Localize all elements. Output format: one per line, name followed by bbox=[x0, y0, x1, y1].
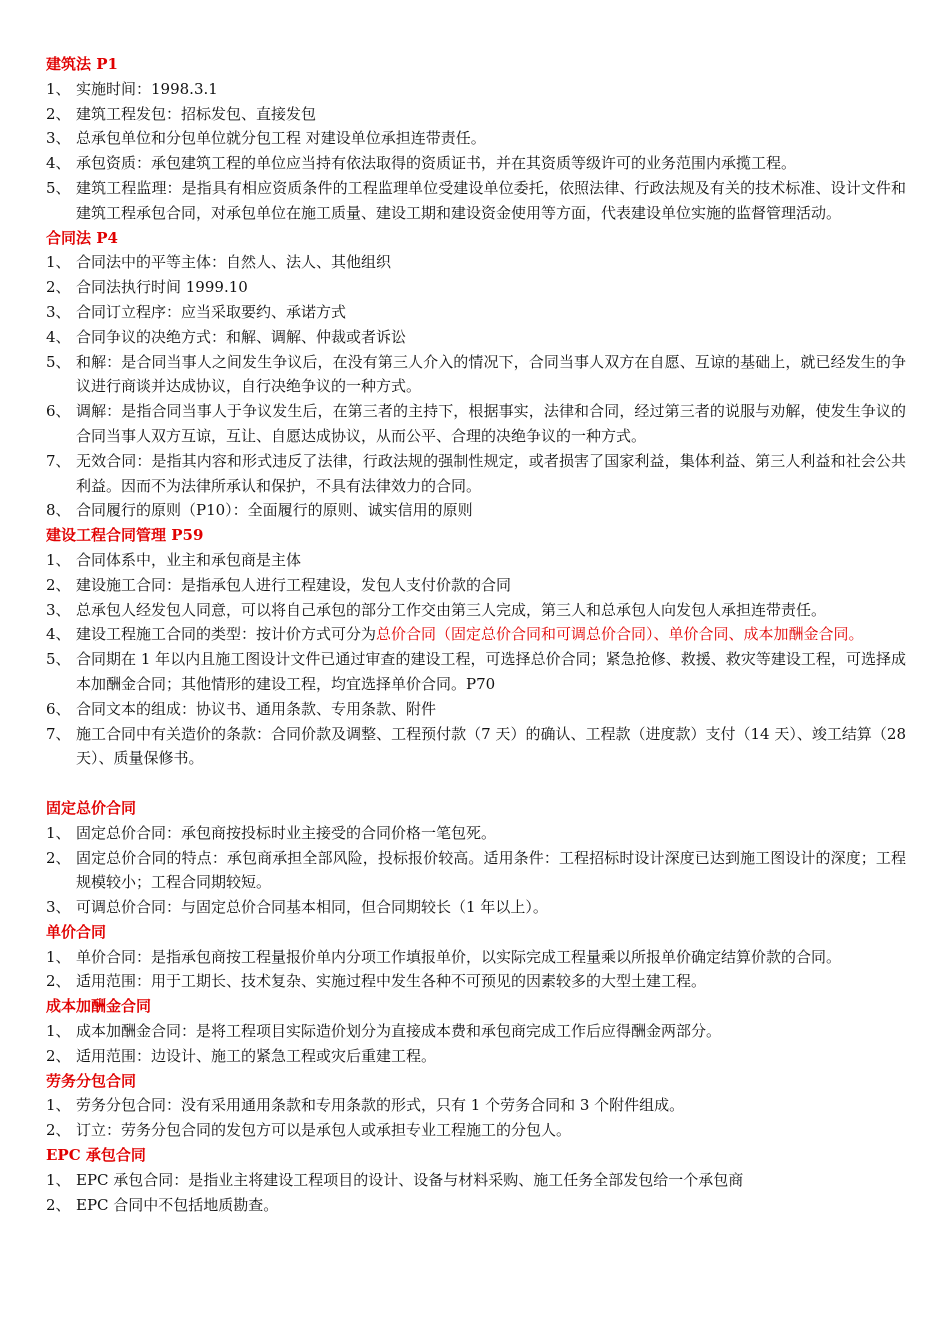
list-item-number: 7、 bbox=[46, 451, 71, 470]
list-item-body: 合同期在 1 年以内且施工图设计文件已通过审查的建设工程，可选择总价合同；紧急抢修、救援、救灾等建设工程，可选择成本加酬金合同；其他情形的建设工程，均宜选择单价合同。P70 bbox=[76, 650, 906, 693]
list-item bbox=[46, 275, 906, 300]
list-item-body: 固定总价合同：承包商按投标时业主接受的合同价格一笔包死。 bbox=[76, 823, 497, 842]
list-item-number: 5、 bbox=[46, 352, 71, 371]
list-item-text bbox=[76, 1118, 906, 1143]
list-item-body: 建设施工合同：是指承包人进行工程建设，发包人支付价款的合同 bbox=[76, 575, 512, 594]
list-item-number: 4、 bbox=[46, 327, 71, 346]
list-item-text bbox=[76, 1093, 906, 1118]
section-heading: 建筑法 P1 bbox=[46, 55, 118, 73]
list-item-text bbox=[76, 449, 906, 499]
list-item-number: 8、 bbox=[46, 501, 71, 520]
list-item-body: 总承包人经发包人同意，可以将自己承包的部分工作交由第三人完成，第三人和总承包人向发包人承担连带责任。 bbox=[76, 600, 827, 619]
list-item bbox=[46, 622, 906, 647]
list-item bbox=[46, 969, 906, 994]
list-item-number: 1、 bbox=[46, 253, 71, 272]
section-heading: 合同法 P4 bbox=[46, 228, 118, 247]
list-item-body: 合同体系中，业主和承包商是主体 bbox=[76, 550, 302, 569]
list-item-text bbox=[76, 350, 906, 400]
list-item bbox=[46, 1118, 906, 1143]
section-heading: 固定总价合同 bbox=[46, 798, 137, 817]
list-item-text bbox=[76, 325, 906, 350]
list-item bbox=[46, 325, 906, 350]
list-item bbox=[46, 300, 906, 325]
list-item bbox=[46, 1044, 906, 1069]
list-item-body: 建设工程施工合同的类型：按计价方式可分为 bbox=[76, 625, 377, 644]
list-item-number: 6、 bbox=[46, 402, 71, 421]
list-item-text bbox=[76, 498, 906, 523]
list-item-text bbox=[76, 399, 906, 449]
list-item-body: 施工合同中有关造价的条款：合同价款及调整、工程预付款（7 天）的确认、工程款（进度款）支付（14 天）、竣工结算（28 天）、质量保修书。 bbox=[76, 724, 906, 768]
list-item-text bbox=[76, 722, 906, 772]
list-item-number: 6、 bbox=[46, 699, 71, 718]
section-heading: 劳务分包合同 bbox=[46, 1071, 137, 1090]
list-item-body: 合同法执行时间 1999.10 bbox=[76, 278, 248, 297]
list-item bbox=[46, 176, 906, 226]
list-item-body: 总承包单位和分包单位就分包工程 对建设单位承担连带责任。 bbox=[76, 129, 486, 148]
list-item-number: 4、 bbox=[46, 625, 71, 644]
list-item-number: 1、 bbox=[46, 550, 71, 569]
list-item-body: 合同订立程序：应当采取要约、承诺方式 bbox=[76, 302, 347, 321]
list-item bbox=[46, 399, 906, 449]
list-item bbox=[46, 350, 906, 400]
list-item-text bbox=[76, 1168, 906, 1193]
list-item-body: 可调总价合同：与固定总价合同基本相同，但合同期较长（1 年以上）。 bbox=[76, 898, 548, 917]
section-heading: EPC 承包合同 bbox=[46, 1146, 146, 1165]
list-item-number: 1、 bbox=[46, 79, 71, 98]
list-item-number: 3、 bbox=[46, 898, 71, 917]
list-item-number: 1、 bbox=[46, 947, 71, 966]
list-item bbox=[46, 647, 906, 697]
list-item-body: 合同履行的原则（P10）：全面履行的原则、诚实信用的原则 bbox=[76, 501, 473, 520]
list-item bbox=[46, 895, 906, 920]
list-item-number: 1、 bbox=[46, 823, 71, 842]
list-item-body: 固定总价合同的特点：承包商承担全部风险，投标报价较高。适用条件：工程招标时设计深度已达到施工图设计的深度；工程规模较小；工程合同期较短。 bbox=[76, 848, 906, 892]
list-item-number: 3、 bbox=[46, 129, 71, 148]
list-item-body: 适用范围：边设计、施工的紧急工程或灾后重建工程。 bbox=[76, 1046, 437, 1065]
section-heading: 成本加酬金合同 bbox=[46, 997, 152, 1016]
list-item-text bbox=[76, 895, 906, 920]
list-item-body: 建筑工程监理：是指具有相应资质条件的工程监理单位受建设单位委托，依照法律、行政法规及有关的技术标准、设计文件和建筑工程承包合同，对承包单位在施工质量、建设工期和建设资金使用等方面，代表建设单位实施的监督管理活动。 bbox=[76, 178, 906, 222]
list-item-body: 成本加酬金合同：是将工程项目实际造价划分为直接成本费和承包商完成工作后应得酬金两部分。 bbox=[76, 1022, 722, 1041]
list-item-number: 1、 bbox=[46, 1022, 71, 1041]
list-item-body: 和解：是合同当事人之间发生争议后，在没有第三人介入的情况下，合同当事人双方在自愿、互谅的基础上，就已经发生的争议进行商谈并达成协议，自行决绝争议的一种方式。 bbox=[76, 352, 906, 396]
list-item-number: 5、 bbox=[46, 178, 71, 197]
list-item-text bbox=[76, 151, 906, 176]
list-item-body: 单价合同：是指承包商按工程量报价单内分项工作填报单价，以实际完成工程量乘以所报单价确定结算价款的合同。 bbox=[76, 947, 842, 966]
list-item-text bbox=[76, 1044, 906, 1069]
list-item bbox=[46, 573, 906, 598]
list-item-text bbox=[76, 945, 906, 970]
list-item-text bbox=[76, 548, 906, 573]
list-item bbox=[46, 846, 906, 896]
list-item bbox=[46, 126, 906, 151]
list-item-text bbox=[76, 598, 906, 623]
list-item-number: 4、 bbox=[46, 154, 71, 173]
list-item-number: 2、 bbox=[46, 1195, 71, 1214]
list-item-body: 订立：劳务分包合同的发包方可以是承包人或承担专业工程施工的分包人。 bbox=[76, 1121, 572, 1140]
list-item bbox=[46, 498, 906, 523]
list-item-number: 3、 bbox=[46, 600, 71, 619]
list-item-number: 3、 bbox=[46, 302, 71, 321]
list-item bbox=[46, 598, 906, 623]
list-item-number: 1、 bbox=[46, 1170, 71, 1189]
list-item-number: 2、 bbox=[46, 278, 71, 297]
list-item-text bbox=[76, 846, 906, 896]
list-item-text bbox=[76, 969, 906, 994]
list-item bbox=[46, 697, 906, 722]
list-item bbox=[46, 1019, 906, 1044]
list-item-body: EPC 合同中不包括地质勘查。 bbox=[76, 1195, 279, 1214]
list-item-number: 2、 bbox=[46, 575, 71, 594]
list-item-body: 实施时间：1998.3.1 bbox=[76, 79, 218, 98]
list-item bbox=[46, 945, 906, 970]
blank-line bbox=[46, 771, 906, 796]
list-item-body: 合同法中的平等主体：自然人、法人、其他组织 bbox=[76, 253, 392, 272]
list-item-text bbox=[76, 697, 906, 722]
list-item-text bbox=[76, 102, 906, 127]
list-item-body: 劳务分包合同：没有采用通用条款和专用条款的形式，只有 1 个劳务合同和 3 个附件组成。 bbox=[76, 1096, 685, 1115]
list-item-text bbox=[76, 126, 906, 151]
list-item-text bbox=[76, 250, 906, 275]
list-item-body: 无效合同：是指其内容和形式违反了法律，行政法规的强制性规定，或者损害了国家利益，集体利益、第三人利益和社会公共利益。因而不为法律所承认和保护，不具有法律效力的合同。 bbox=[76, 451, 906, 495]
list-item-text bbox=[76, 1193, 906, 1218]
list-item-body: 适用范围：用于工期长、技术复杂、实施过程中发生各种不可预见的因素较多的大型土建工程。 bbox=[76, 972, 707, 991]
list-item-text bbox=[76, 622, 906, 647]
list-item bbox=[46, 1093, 906, 1118]
list-item-text bbox=[76, 573, 906, 598]
list-item-text bbox=[76, 647, 906, 697]
list-item bbox=[46, 1168, 906, 1193]
highlighted-text: 总价合同（固定总价合同和可调总价合同）、单价合同、成本加酬金合同。 bbox=[376, 625, 864, 644]
list-item-body: 建筑工程发包：招标发包、直接发包 bbox=[76, 104, 317, 123]
list-item bbox=[46, 722, 906, 772]
list-item-text bbox=[76, 300, 906, 325]
list-item-text bbox=[76, 77, 906, 102]
list-item bbox=[46, 250, 906, 275]
list-item bbox=[46, 821, 906, 846]
list-item-body: 合同争议的决绝方式：和解、调解、仲裁或者诉讼 bbox=[76, 327, 407, 346]
list-item-body: 合同文本的组成：协议书、通用条款、专用条款、附件 bbox=[76, 699, 437, 718]
list-item-number: 5、 bbox=[46, 650, 71, 669]
list-item bbox=[46, 77, 906, 102]
list-item-text bbox=[76, 1019, 906, 1044]
list-item bbox=[46, 548, 906, 573]
list-item-number: 1、 bbox=[46, 1096, 71, 1115]
section-heading: 建设工程合同管理 P59 bbox=[46, 526, 204, 545]
list-item-body: 调解：是指合同当事人于争议发生后，在第三者的主持下，根据事实，法律和合同，经过第三者的说服与劝解，使发生争议的合同当事人双方互谅，互让、自愿达成协议，从而公平、合理的决绝争议的一种方式。 bbox=[76, 402, 906, 445]
list-item-text bbox=[76, 821, 906, 846]
list-item-number: 2、 bbox=[46, 1046, 71, 1065]
list-item bbox=[46, 1193, 906, 1218]
list-item-body: 承包资质：承包建筑工程的单位应当持有依法取得的资质证书，并在其资质等级许可的业务范围内承揽工程。 bbox=[76, 154, 797, 173]
list-item bbox=[46, 151, 906, 176]
list-item-text bbox=[76, 275, 906, 300]
list-item-text bbox=[76, 176, 906, 226]
list-item-number: 2、 bbox=[46, 972, 71, 991]
list-item-number: 2、 bbox=[46, 1121, 71, 1140]
list-item bbox=[46, 449, 906, 499]
list-item-body: EPC 承包合同：是指业主将建设工程项目的设计、设备与材料采购、施工任务全部发包给一个承包商 bbox=[76, 1170, 744, 1189]
list-item-number: 2、 bbox=[46, 848, 71, 867]
section-heading: 单价合同 bbox=[46, 922, 107, 941]
list-item-number: 2、 bbox=[46, 104, 71, 123]
list-item-number: 7、 bbox=[46, 724, 71, 743]
list-item bbox=[46, 102, 906, 127]
